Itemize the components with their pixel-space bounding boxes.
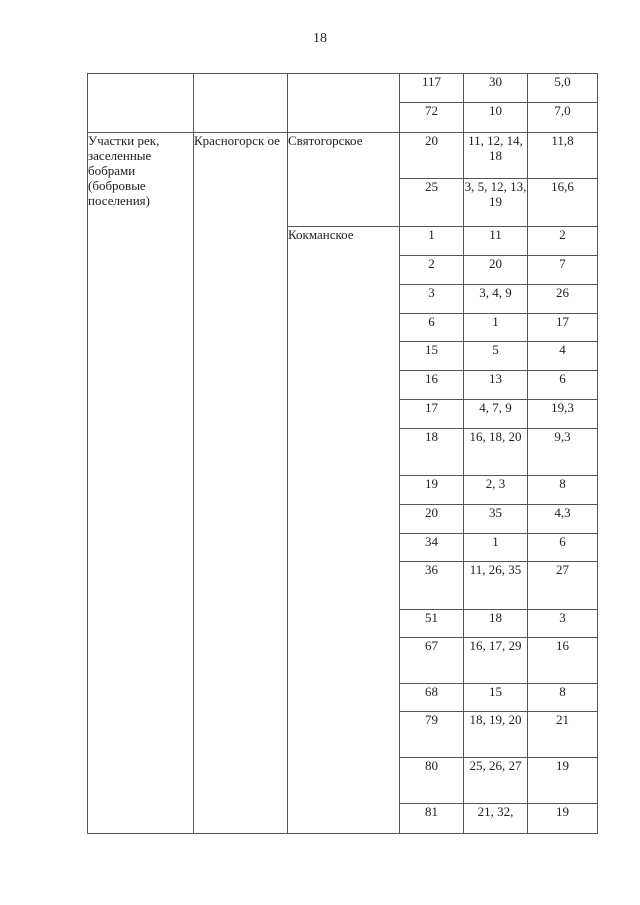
forestry-cell: Кокманское <box>288 227 400 834</box>
area-value-cell: 19,3 <box>528 400 598 429</box>
area-value-cell: 7 <box>528 256 598 285</box>
section-numbers-cell: 1 <box>464 534 528 562</box>
section-numbers-cell: 11, 12, 14, 18 <box>464 133 528 179</box>
quarter-number-cell: 20 <box>400 133 464 179</box>
empty-cell <box>88 74 194 133</box>
area-value-cell: 4,3 <box>528 505 598 534</box>
area-value-cell: 5,0 <box>528 74 598 103</box>
quarter-number-cell: 16 <box>400 371 464 400</box>
quarter-number-cell: 34 <box>400 534 464 562</box>
section-numbers-cell: 18, 19, 20 <box>464 712 528 758</box>
table-body <box>88 74 598 834</box>
section-numbers-cell: 2, 3 <box>464 476 528 505</box>
quarter-number-cell: 79 <box>400 712 464 758</box>
forestry-cell: Святогорское <box>288 133 400 227</box>
quarter-number-cell: 3 <box>400 285 464 314</box>
quarter-number-cell: 72 <box>400 103 464 133</box>
section-numbers-cell: 30 <box>464 74 528 103</box>
quarter-number-cell: 1 <box>400 227 464 256</box>
area-value-cell: 17 <box>528 314 598 342</box>
beaver-settlements-table <box>87 73 598 834</box>
area-value-cell: 8 <box>528 476 598 505</box>
quarter-number-cell: 67 <box>400 638 464 684</box>
quarter-number-cell: 19 <box>400 476 464 505</box>
quarter-number-cell: 36 <box>400 562 464 610</box>
area-value-cell: 19 <box>528 758 598 804</box>
quarter-number-cell: 51 <box>400 610 464 638</box>
table-row <box>88 74 598 103</box>
area-value-cell: 16 <box>528 638 598 684</box>
quarter-number-cell: 81 <box>400 804 464 834</box>
quarter-number-cell: 117 <box>400 74 464 103</box>
quarter-number-cell: 2 <box>400 256 464 285</box>
area-value-cell: 6 <box>528 371 598 400</box>
section-numbers-cell: 20 <box>464 256 528 285</box>
area-value-cell: 11,8 <box>528 133 598 179</box>
area-value-cell: 21 <box>528 712 598 758</box>
section-numbers-cell: 3, 5, 12, 13, 19 <box>464 179 528 227</box>
area-value-cell: 26 <box>528 285 598 314</box>
quarter-number-cell: 18 <box>400 429 464 476</box>
quarter-number-cell: 20 <box>400 505 464 534</box>
section-numbers-cell: 13 <box>464 371 528 400</box>
section-numbers-cell: 11 <box>464 227 528 256</box>
area-value-cell: 6 <box>528 534 598 562</box>
empty-cell <box>194 74 288 133</box>
area-value-cell: 7,0 <box>528 103 598 133</box>
section-numbers-cell: 15 <box>464 684 528 712</box>
empty-cell <box>288 74 400 133</box>
quarter-number-cell: 80 <box>400 758 464 804</box>
section-numbers-cell: 3, 4, 9 <box>464 285 528 314</box>
quarter-number-cell: 6 <box>400 314 464 342</box>
area-value-cell: 4 <box>528 342 598 371</box>
area-value-cell: 19 <box>528 804 598 834</box>
quarter-number-cell: 68 <box>400 684 464 712</box>
section-numbers-cell: 21, 32, <box>464 804 528 834</box>
page-number: 18 <box>313 31 327 46</box>
section-numbers-cell: 16, 18, 20 <box>464 429 528 476</box>
section-numbers-cell: 16, 17, 29 <box>464 638 528 684</box>
district-cell: Красногорск ое <box>194 133 288 834</box>
area-value-cell: 3 <box>528 610 598 638</box>
section-numbers-cell: 5 <box>464 342 528 371</box>
section-numbers-cell: 10 <box>464 103 528 133</box>
table-row <box>88 133 598 179</box>
area-value-cell: 2 <box>528 227 598 256</box>
area-value-cell: 16,6 <box>528 179 598 227</box>
section-numbers-cell: 18 <box>464 610 528 638</box>
area-value-cell: 8 <box>528 684 598 712</box>
category-cell: Участки рек, заселенные бобрами (бобровые поселения) <box>88 133 194 834</box>
section-numbers-cell: 4, 7, 9 <box>464 400 528 429</box>
quarter-number-cell: 15 <box>400 342 464 371</box>
section-numbers-cell: 11, 26, 35 <box>464 562 528 610</box>
area-value-cell: 9,3 <box>528 429 598 476</box>
quarter-number-cell: 25 <box>400 179 464 227</box>
area-value-cell: 27 <box>528 562 598 610</box>
section-numbers-cell: 1 <box>464 314 528 342</box>
section-numbers-cell: 35 <box>464 505 528 534</box>
quarter-number-cell: 17 <box>400 400 464 429</box>
section-numbers-cell: 25, 26, 27 <box>464 758 528 804</box>
